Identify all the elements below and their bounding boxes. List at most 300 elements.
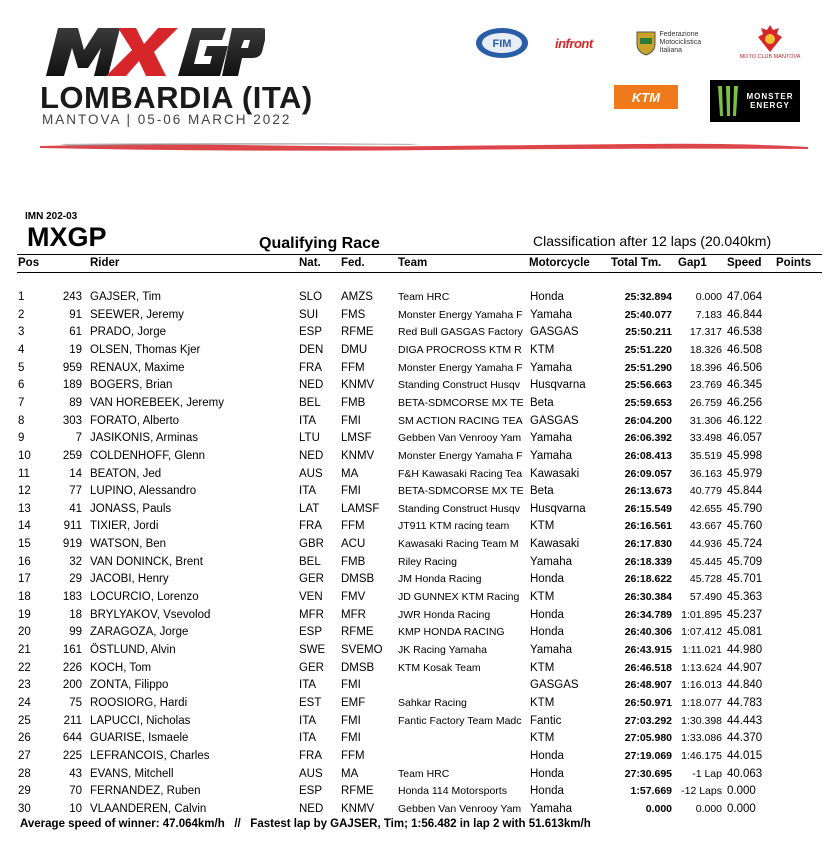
cell-fed: FMI xyxy=(341,485,361,498)
cell-speed: 44.443 xyxy=(727,714,763,727)
cell-team: Red Bull GASGAS Factory xyxy=(398,326,523,339)
header-top-rule xyxy=(17,254,822,255)
table-row xyxy=(0,466,838,484)
cell-team: Riley Racing xyxy=(398,555,457,568)
cell-num: 243 xyxy=(62,291,82,303)
table-row xyxy=(0,801,838,819)
cell-fed: FMI xyxy=(341,414,361,427)
cell-pos: 27 xyxy=(18,749,31,762)
cell-fed: FFM xyxy=(341,361,365,374)
cell-gap: 43.667 xyxy=(689,520,722,533)
cell-moto: Honda xyxy=(530,608,564,621)
cell-gap: 1:30.398 xyxy=(681,714,722,727)
cell-rider: LEFRANCOIS, Charles xyxy=(90,749,210,762)
cell-pos: 13 xyxy=(18,502,31,515)
cell-fed: KNMV xyxy=(341,379,375,392)
cell-pos: 6 xyxy=(18,379,25,392)
cell-gap: 57.490 xyxy=(689,591,722,604)
col-team: Team xyxy=(398,257,428,269)
table-row xyxy=(0,430,838,448)
table-row xyxy=(0,413,838,431)
table-row xyxy=(0,448,838,466)
table-row xyxy=(0,642,838,660)
cell-nat: ITA xyxy=(299,714,317,727)
cell-speed: 45.844 xyxy=(727,485,763,498)
cell-total: 26:16.561 xyxy=(624,520,672,533)
class-title: MXGP xyxy=(27,222,107,252)
cell-nat: LTU xyxy=(299,432,320,445)
cell-gap: 0.000 xyxy=(695,802,722,815)
cell-total: 26:04.200 xyxy=(624,414,672,427)
table-row xyxy=(0,518,838,536)
cell-num: 10 xyxy=(69,802,82,815)
cell-speed: 44.980 xyxy=(727,644,763,656)
table-row xyxy=(0,342,838,360)
cell-moto: KTM xyxy=(530,343,555,356)
event-title: LOMBARDIA (ITA) xyxy=(40,80,313,115)
cell-moto: Kawasaki xyxy=(530,467,580,480)
cell-pos: 12 xyxy=(18,485,31,498)
cell-speed: 45.709 xyxy=(727,555,763,568)
cell-moto: GASGAS xyxy=(530,414,579,427)
cell-fed: LAMSF xyxy=(341,502,380,515)
cell-fed: FFM xyxy=(341,749,365,762)
cell-gap: 18.396 xyxy=(689,361,722,374)
cell-num: 41 xyxy=(69,502,82,515)
cell-rider: BEATON, Jed xyxy=(90,467,162,480)
cell-total: 1:57.669 xyxy=(630,785,672,798)
cell-speed: 40.063 xyxy=(727,767,763,780)
cell-fed: DMU xyxy=(341,343,368,356)
cell-moto: KTM xyxy=(530,732,555,745)
cell-fed: RFME xyxy=(341,326,374,339)
col-gap: Gap1 xyxy=(678,257,707,269)
cell-pos: 21 xyxy=(18,644,31,656)
cell-moto: Husqvarna xyxy=(530,379,586,392)
cell-rider: LUPINO, Alessandro xyxy=(90,485,197,498)
cell-team: KTM Kosak Team xyxy=(398,661,481,674)
cell-speed: 45.701 xyxy=(727,573,763,586)
cell-rider: WATSON, Ben xyxy=(90,538,167,551)
cell-moto: KTM xyxy=(530,591,555,604)
cell-team: F&H Kawasaki Racing Tea xyxy=(398,467,523,480)
cell-total: 26:46.518 xyxy=(624,661,672,674)
cell-gap: 31.306 xyxy=(689,414,722,427)
table-row xyxy=(0,324,838,342)
cell-total: 26:50.971 xyxy=(624,696,672,709)
cell-speed: 0.000 xyxy=(727,785,756,798)
cell-speed: 46.122 xyxy=(727,414,763,427)
cell-rider: BRYLYAKOV, Vsevolod xyxy=(90,608,211,621)
cell-moto: Yamaha xyxy=(530,432,572,445)
cell-num: 259 xyxy=(62,449,82,462)
cell-total: 26:48.907 xyxy=(624,679,672,692)
cell-total: 25:56.663 xyxy=(624,379,672,392)
cell-fed: RFME xyxy=(341,785,374,798)
cell-team: JK Racing Yamaha xyxy=(398,644,487,656)
cell-total: 25:51.220 xyxy=(624,343,672,356)
fmi-shield-icon xyxy=(635,30,657,56)
cell-total: 26:06.392 xyxy=(624,432,672,445)
cell-team: Gebben Van Venrooy Yam xyxy=(398,432,522,445)
cell-nat: NED xyxy=(299,449,324,462)
cell-nat: BEL xyxy=(299,396,321,409)
cell-moto: GASGAS xyxy=(530,679,579,692)
cell-pos: 24 xyxy=(18,696,31,709)
cell-num: 200 xyxy=(62,679,82,692)
mcm-text: MOTO CLUB MANTOVA xyxy=(739,54,801,60)
table-row xyxy=(0,783,838,801)
cell-num: 7 xyxy=(75,432,82,445)
cell-nat: ITA xyxy=(299,414,317,427)
cell-fed: FMI xyxy=(341,714,361,727)
cell-pos: 17 xyxy=(18,573,31,586)
cell-num: 303 xyxy=(62,414,82,427)
cell-moto: Yamaha xyxy=(530,644,572,656)
col-speed: Speed xyxy=(727,257,762,269)
cell-team: Monster Energy Yamaha F xyxy=(398,361,523,374)
cell-team: JD GUNNEX KTM Racing xyxy=(398,591,520,604)
cell-pos: 2 xyxy=(18,308,25,321)
cell-moto: Honda xyxy=(530,291,564,303)
cell-num: 77 xyxy=(69,485,82,498)
cell-speed: 45.724 xyxy=(727,538,763,551)
cell-fed: FMI xyxy=(341,732,361,745)
cell-fed: MA xyxy=(341,767,359,780)
cell-rider: ZONTA, Filippo xyxy=(90,679,169,692)
cell-num: 14 xyxy=(69,467,82,480)
cell-team: Sahkar Racing xyxy=(398,696,467,709)
cell-nat: LAT xyxy=(299,502,320,515)
cell-num: 18 xyxy=(69,608,82,621)
cell-num: 91 xyxy=(69,308,82,321)
table-row xyxy=(0,607,838,625)
cell-team: Honda 114 Motorsports xyxy=(398,785,507,798)
cell-nat: SUI xyxy=(299,308,319,321)
cell-speed: 46.345 xyxy=(727,379,763,392)
cell-gap: 26.759 xyxy=(689,396,722,409)
cell-total: 26:08.413 xyxy=(624,449,672,462)
cell-gap: 17.317 xyxy=(689,326,722,339)
cell-rider: FORATO, Alberto xyxy=(90,414,180,427)
cell-speed: 46.506 xyxy=(727,361,763,374)
cell-rider: TIXIER, Jordi xyxy=(90,520,159,533)
cell-total: 26:30.384 xyxy=(624,591,672,604)
cell-rider: RENAUX, Maxime xyxy=(90,361,185,374)
cell-num: 75 xyxy=(69,696,82,709)
cell-gap: 44.936 xyxy=(689,538,722,551)
table-row xyxy=(0,571,838,589)
cell-speed: 45.081 xyxy=(727,626,763,639)
cell-nat: SLO xyxy=(299,291,323,303)
cell-pos: 25 xyxy=(18,714,31,727)
cell-team: Team HRC xyxy=(398,291,450,303)
cell-speed: 0.000 xyxy=(727,802,756,815)
cell-gap: 1:16.013 xyxy=(681,679,722,692)
cell-gap: 1:13.624 xyxy=(681,661,722,674)
cell-pos: 10 xyxy=(18,449,31,462)
cell-nat: ESP xyxy=(299,326,323,339)
table-row xyxy=(0,766,838,784)
cell-pos: 4 xyxy=(18,343,25,356)
cell-team: SM ACTION RACING TEA xyxy=(398,414,523,427)
cell-total: 25:40.077 xyxy=(624,308,672,321)
cell-nat: ESP xyxy=(299,626,323,639)
cell-pos: 1 xyxy=(18,291,25,303)
cell-team: Standing Construct Husqv xyxy=(398,379,520,392)
cell-fed: EMF xyxy=(341,696,366,709)
cell-fed: MA xyxy=(341,467,359,480)
race-title: Qualifying Race xyxy=(259,235,380,252)
cell-total: 26:40.306 xyxy=(624,626,672,639)
cell-total: 27:30.695 xyxy=(624,767,672,780)
cell-fed: DMSB xyxy=(341,573,375,586)
cell-total: 26:18.622 xyxy=(624,573,672,586)
cell-gap: 1:46.175 xyxy=(681,749,722,762)
cell-team: BETA-SDMCORSE MX TE xyxy=(398,396,524,409)
table-row xyxy=(0,713,838,731)
cell-pos: 30 xyxy=(18,802,31,815)
cell-rider: LAPUCCI, Nicholas xyxy=(90,714,191,727)
table-row xyxy=(0,589,838,607)
cell-num: 99 xyxy=(69,626,82,639)
cell-num: 19 xyxy=(69,343,82,356)
cell-pos: 15 xyxy=(18,538,31,551)
header-divider xyxy=(40,141,808,151)
crest-icon xyxy=(757,24,783,54)
cell-total: 0.000 xyxy=(645,802,672,815)
cell-num: 189 xyxy=(62,379,82,392)
cell-num: 89 xyxy=(69,396,82,409)
cell-gap: 45.445 xyxy=(689,555,722,568)
cell-moto: KTM xyxy=(530,696,555,709)
cell-speed: 45.790 xyxy=(727,502,763,515)
cell-nat: NED xyxy=(299,379,324,392)
cell-rider: VAN HOREBEEK, Jeremy xyxy=(90,396,224,409)
cell-total: 25:59.653 xyxy=(624,396,672,409)
cell-total: 25:50.211 xyxy=(625,326,672,339)
col-points: Points xyxy=(776,257,812,269)
cell-pos: 19 xyxy=(18,608,31,621)
table-row xyxy=(0,501,838,519)
cell-gap: 1:33.086 xyxy=(681,732,722,745)
cell-total: 25:32.894 xyxy=(624,291,672,303)
monster-claw-icon xyxy=(714,84,742,118)
cell-pos: 14 xyxy=(18,520,31,533)
cell-fed: SVEMO xyxy=(341,644,383,656)
cell-num: 29 xyxy=(69,573,82,586)
cell-num: 161 xyxy=(62,644,82,656)
cell-team: KMP HONDA RACING xyxy=(398,626,505,639)
cell-total: 27:05.980 xyxy=(624,732,672,745)
cell-team: Standing Construct Husqv xyxy=(398,502,520,515)
cell-speed: 45.760 xyxy=(727,520,763,533)
cell-pos: 23 xyxy=(18,679,31,692)
event-subtitle: MANTOVA | 05-06 MARCH 2022 xyxy=(42,112,292,127)
cell-speed: 46.844 xyxy=(727,308,763,321)
motoclub-mantova-logo xyxy=(740,18,800,66)
table-row xyxy=(0,360,838,378)
cell-team: Monster Energy Yamaha F xyxy=(398,308,523,321)
cell-moto: Fantic xyxy=(530,714,562,727)
cell-nat: ITA xyxy=(299,485,317,498)
cell-moto: Honda xyxy=(530,785,564,798)
cell-speed: 46.508 xyxy=(727,343,763,356)
classification-title: Classification after 12 laps (20.040km) xyxy=(533,233,772,249)
cell-team: Gebben Van Venrooy Yam xyxy=(398,802,522,815)
cell-num: 61 xyxy=(69,326,82,339)
cell-rider: GUARISE, Ismaele xyxy=(90,732,189,745)
cell-gap: -1 Lap xyxy=(692,767,722,780)
fim-logo xyxy=(474,26,530,60)
cell-fed: FMS xyxy=(341,308,366,321)
cell-rider: ÖSTLUND, Alvin xyxy=(90,644,176,656)
cell-pos: 5 xyxy=(18,361,25,374)
table-row xyxy=(0,677,838,695)
cell-moto: Honda xyxy=(530,626,564,639)
cell-nat: SWE xyxy=(299,644,326,656)
col-fed: Fed. xyxy=(341,257,365,269)
ktm-logo: KTM xyxy=(614,85,678,109)
mxgp-logo xyxy=(40,16,265,80)
cell-pos: 9 xyxy=(18,432,25,445)
cell-gap: 1:18.077 xyxy=(681,696,722,709)
cell-moto: Honda xyxy=(530,573,564,586)
cell-nat: GER xyxy=(299,661,324,674)
cell-speed: 46.538 xyxy=(727,326,763,339)
cell-gap: 18.326 xyxy=(689,343,722,356)
cell-moto: Kawasaki xyxy=(530,538,580,551)
cell-rider: JONASS, Pauls xyxy=(90,502,172,515)
cell-moto: Honda xyxy=(530,749,564,762)
cell-moto: Beta xyxy=(530,396,554,409)
cell-gap: 7.183 xyxy=(695,308,722,321)
header-bottom-rule xyxy=(17,272,822,273)
cell-gap: 36.163 xyxy=(689,467,722,480)
cell-fed: KNMV xyxy=(341,449,375,462)
cell-nat: MFR xyxy=(299,608,324,621)
cell-nat: VEN xyxy=(299,591,323,604)
cell-num: 32 xyxy=(69,555,82,568)
cell-speed: 44.840 xyxy=(727,679,763,692)
col-total: Total Tm. xyxy=(611,257,662,269)
cell-team: Monster Energy Yamaha F xyxy=(398,449,523,462)
cell-moto: Honda xyxy=(530,767,564,780)
cell-rider: OLSEN, Thomas Kjer xyxy=(90,343,201,356)
cell-nat: FRA xyxy=(299,520,322,533)
cell-pos: 26 xyxy=(18,732,31,745)
cell-speed: 45.363 xyxy=(727,591,763,604)
cell-rider: KOCH, Tom xyxy=(90,661,152,674)
cell-rider: GAJSER, Tim xyxy=(90,291,161,303)
table-row xyxy=(0,730,838,748)
cell-fed: FMB xyxy=(341,396,366,409)
cell-team: JM Honda Racing xyxy=(398,573,482,586)
cell-total: 26:15.549 xyxy=(624,502,672,515)
cell-nat: FRA xyxy=(299,361,322,374)
cell-rider: COLDENHOFF, Glenn xyxy=(90,449,206,462)
cell-total: 25:51.290 xyxy=(624,361,672,374)
cell-speed: 44.015 xyxy=(727,749,763,762)
cell-pos: 18 xyxy=(18,591,31,604)
cell-fed: KNMV xyxy=(341,802,375,815)
col-pos: Pos xyxy=(18,257,40,269)
cell-pos: 28 xyxy=(18,767,31,780)
cell-nat: DEN xyxy=(299,343,324,356)
cell-moto: Yamaha xyxy=(530,555,572,568)
cell-fed: FMB xyxy=(341,555,366,568)
cell-moto: Husqvarna xyxy=(530,502,586,515)
cell-speed: 44.907 xyxy=(727,661,763,674)
fmi-logo xyxy=(634,26,706,60)
cell-total: 27:03.292 xyxy=(624,714,672,727)
col-nat: Nat. xyxy=(299,257,321,269)
cell-num: 183 xyxy=(62,591,82,604)
cell-gap: 23.769 xyxy=(689,379,722,392)
cell-moto: KTM xyxy=(530,661,555,674)
cell-total: 26:34.789 xyxy=(624,608,672,621)
cell-pos: 11 xyxy=(18,467,30,480)
cell-rider: FERNANDEZ, Ruben xyxy=(90,785,201,798)
cell-num: 959 xyxy=(62,361,82,374)
cell-speed: 45.237 xyxy=(727,608,763,621)
cell-rider: BOGERS, Brian xyxy=(90,379,173,392)
cell-pos: 3 xyxy=(18,326,25,339)
cell-pos: 22 xyxy=(18,661,31,674)
cell-team: Team HRC xyxy=(398,767,450,780)
cell-fed: ACU xyxy=(341,538,366,551)
cell-moto: Yamaha xyxy=(530,308,572,321)
fim-text: FIM xyxy=(492,38,512,50)
table-row xyxy=(0,695,838,713)
cell-total: 26:09.057 xyxy=(624,467,672,480)
cell-rider: VAN DONINCK, Brent xyxy=(90,555,203,568)
cell-rider: VLAANDEREN, Calvin xyxy=(90,802,207,815)
cell-moto: KTM xyxy=(530,520,555,533)
cell-pos: 8 xyxy=(18,414,25,427)
cell-gap: 40.779 xyxy=(689,485,722,498)
cell-num: 70 xyxy=(69,785,82,798)
table-row xyxy=(0,660,838,678)
table-row xyxy=(0,395,838,413)
cell-fed: RFME xyxy=(341,626,374,639)
cell-team: BETA-SDMCORSE MX TE xyxy=(398,485,524,498)
cell-rider: LOCURCIO, Lorenzo xyxy=(90,591,199,604)
cell-team: DIGA PROCROSS KTM R xyxy=(398,343,522,356)
cell-rider: ROOSIORG, Hardi xyxy=(90,696,188,709)
cell-fed: MFR xyxy=(341,608,366,621)
cell-fed: AMZS xyxy=(341,291,373,303)
cell-fed: FMV xyxy=(341,591,366,604)
cell-nat: AUS xyxy=(299,467,323,480)
col-motorcycle: Motorcycle xyxy=(529,257,590,269)
cell-nat: NED xyxy=(299,802,324,815)
cell-num: 211 xyxy=(63,714,82,727)
cell-team: JWR Honda Racing xyxy=(398,608,491,621)
cell-num: 226 xyxy=(62,661,82,674)
cell-fed: DMSB xyxy=(341,661,375,674)
cell-speed: 46.256 xyxy=(727,396,763,409)
col-rider: Rider xyxy=(90,257,120,269)
cell-moto: GASGAS xyxy=(530,326,579,339)
cell-gap: 33.498 xyxy=(689,432,722,445)
cell-gap: 45.728 xyxy=(689,573,722,586)
table-row xyxy=(0,624,838,642)
table-row xyxy=(0,289,838,307)
cell-nat: EST xyxy=(299,696,322,709)
cell-rider: JASIKONIS, Arminas xyxy=(90,432,199,445)
cell-moto: Yamaha xyxy=(530,802,572,815)
